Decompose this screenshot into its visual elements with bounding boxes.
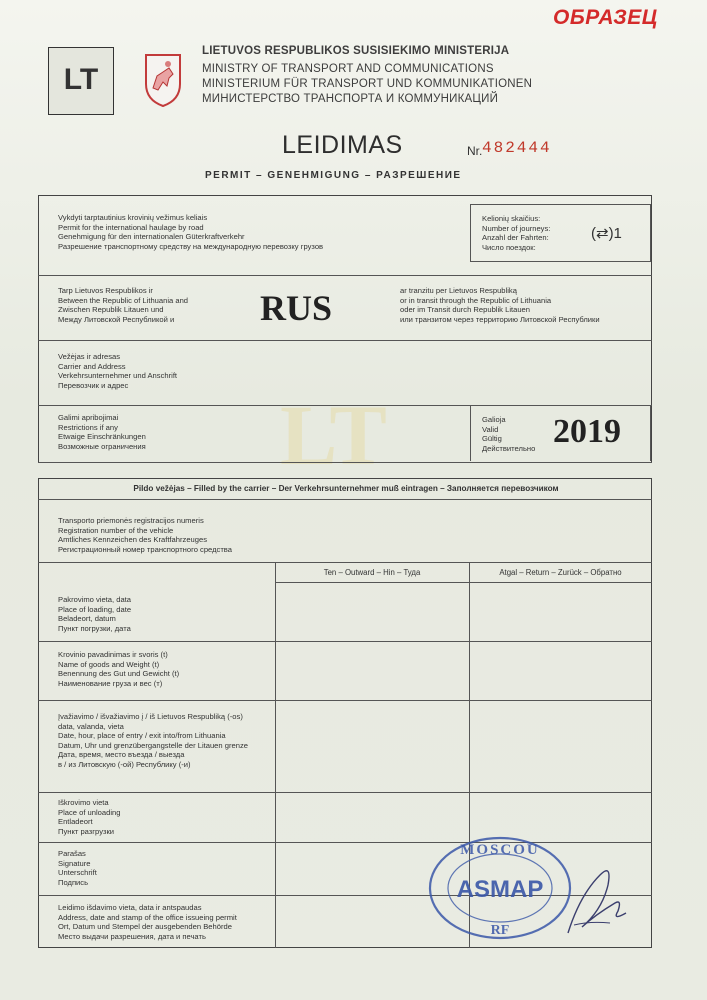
document-title: LEIDIMAS (282, 131, 403, 159)
transit-text (400, 286, 600, 324)
divider (38, 499, 652, 500)
row-label-line: Beladeort, datum (58, 614, 116, 624)
carrier-address-label (58, 352, 177, 390)
ministry-name-en: MINISTRY OF TRANSPORT AND COMMUNICATIONS (202, 63, 494, 75)
row-label-line: Регистрационный номер транспортного средства (58, 544, 232, 554)
restrictions-line-de: Etwaige Einschränkungen (58, 432, 146, 442)
purpose-text (58, 213, 323, 251)
stamp-bottom-text: RF (490, 923, 510, 938)
validity-label (482, 415, 535, 453)
row-label-line: Transporto priemonės registracijos numeris (58, 516, 204, 525)
validity-line-lt: Galioja (482, 415, 506, 424)
transit-line-en: or in transit through the Republic of Lithuania (400, 295, 552, 305)
document-subtitle: PERMIT – GENEHMIGUNG – РАЗРЕШЕНИЕ (205, 170, 462, 181)
country-code-box: LT (48, 47, 114, 115)
purpose-line-ru: Разрешение транспортному средству на международную перевозку грузов (58, 241, 324, 251)
sample-watermark-label: ОБРАЗЕЦ (553, 6, 658, 29)
vehicle-registration-label (58, 516, 232, 554)
issuing-office-label (58, 903, 237, 941)
row-label-line: Подпись (58, 877, 89, 887)
transit-line-de: oder im Transit durch Republik Litauen (400, 305, 531, 315)
partner-country: RUS (260, 288, 333, 328)
carrier-line-ru: Перевозчик и адрес (58, 380, 129, 390)
purpose-line-de: Genehmigung für den internationalen Güterkraftverkehr (58, 232, 245, 242)
row-divider (38, 641, 652, 642)
between-line-ru: Между Литовской Республикой и (58, 314, 175, 324)
journeys-line-en: Number of journeys: (482, 223, 551, 233)
stamp-top-text: MOSCOU (460, 842, 540, 858)
row-label-line: Pakrovimo vieta, data (58, 595, 132, 604)
outward-column-header: Ten – Outward – Hin – Туда (323, 568, 421, 577)
row-label-line: Iškrovimo vieta (58, 798, 109, 807)
divider (38, 340, 652, 341)
row-label-line: Name of goods and Weight (t) (58, 659, 160, 669)
row-label-line: Parašas (58, 849, 86, 858)
restrictions-line-lt: Galimi apribojimai (58, 413, 119, 422)
loading-place-label (58, 595, 131, 633)
row-divider (38, 700, 652, 701)
row-divider (38, 792, 652, 793)
asmap-stamp (425, 833, 575, 943)
validity-line-ru: Действительно (482, 443, 536, 453)
lt-watermark: LT (280, 387, 387, 483)
row-label-line: Ort, Datum und Stempel der ausgebenden Behörde (58, 922, 232, 932)
ministry-name-ru: МИНИСТЕРСТВО ТРАНСПОРТА И КОММУНИКАЦИЙ (202, 93, 499, 105)
restrictions-line-ru: Возможные ограничения (58, 441, 146, 451)
row-label-line: Registration number of the vehicle (58, 525, 174, 535)
entry-exit-label (58, 712, 248, 770)
goods-weight-label (58, 650, 179, 688)
transit-line-lt: ar tranzitu per Lietuvos Respubliką (400, 286, 517, 295)
row-label-line: Datum, Uhr und grenzübergangstelle der Litauen grenze (58, 740, 248, 750)
row-label-line: Unterschrift (58, 868, 97, 878)
ministry-name-de: MINISTERIUM FÜR TRANSPORT UND KOMMUNIKATIONEN (202, 78, 533, 90)
unloading-place-label (58, 798, 121, 836)
row-label-line: Место выдачи разрешения, дата и печать (58, 931, 206, 941)
row-label-line: Пункт разгрузки (58, 826, 115, 836)
row-divider (38, 562, 652, 563)
restrictions-label (58, 413, 146, 451)
row-label-line: Entladeort (58, 817, 93, 827)
purpose-line-lt: Vykdyti tarptautinius krovinių vežimus keliais (58, 213, 208, 222)
restrictions-line-en: Restrictions if any (58, 422, 118, 432)
journeys-line-ru: Число поездок: (482, 242, 536, 252)
permit-number: 482444 (482, 139, 552, 157)
divider (38, 462, 652, 463)
row-label-line: Наименование груза и вес (т) (58, 678, 163, 688)
validity-line-de: Gültig (482, 434, 502, 444)
between-line-en: Between the Republic of Lithuania and (58, 295, 189, 305)
row-label-line: Address, date and stamp of the office issueing permit (58, 912, 237, 922)
row-divider (275, 582, 652, 583)
row-label-line: Įvažiavimo / išvažiavimo į / iš Lietuvos Respubliką (-os) (58, 712, 243, 721)
between-line-lt: Tarp Lietuvos Respublikos ir (58, 286, 153, 295)
row-label-line: Дата, время, место въезда / выезда (58, 750, 185, 760)
carrier-line-en: Carrier and Address (58, 361, 126, 371)
ministry-name-lt: LIETUVOS RESPUBLIKOS SUSISIEKIMO MINISTERIJA (202, 45, 510, 57)
signature-label (58, 849, 97, 887)
row-label-line: data, valanda, vieta (58, 721, 124, 731)
validity-year: 2019 (553, 413, 621, 450)
journeys-line-de: Anzahl der Fahrten: (482, 233, 549, 243)
purpose-line-en: Permit for the international haulage by road (58, 222, 204, 232)
row-label-line: Krovinio pavadinimas ir svoris (t) (58, 650, 168, 659)
carrier-line-de: Verkehrsunternehmer und Anschrift (58, 371, 178, 381)
journeys-line-lt: Kelionių skaičius: (482, 214, 541, 223)
handwritten-signature (560, 855, 635, 945)
between-line-de: Zwischen Republik Litauen und (58, 305, 164, 315)
validity-line-en: Valid (482, 424, 499, 434)
row-label-line: Signature (58, 858, 91, 868)
row-label-line: Place of loading, date (58, 604, 132, 614)
row-label-line: Amtliches Kennzeichen des Kraftfahrzeuges (58, 535, 208, 545)
column-divider (275, 562, 276, 948)
row-label-line: Leidimo išdavimo vieta, data ir antspaudas (58, 903, 202, 912)
carrier-section-heading: Pildo vežėjas – Filled by the carrier – Der Verkehrsunternehmer muß eintragen – Заполняется перевозчиком (133, 484, 559, 493)
divider (38, 275, 652, 276)
return-column-header: Atgal – Return – Zurück – Обратно (499, 568, 622, 577)
transit-line-ru: или транзитом через территорию Литовской Республики (400, 314, 600, 324)
row-label-line: Пункт погрузки, дата (58, 623, 131, 633)
number-label: Nr. (467, 144, 483, 158)
row-label-line: в / из Литовскую (-ой) Республику (-и) (58, 759, 191, 769)
between-text (58, 286, 188, 324)
carrier-line-lt: Vežėjas ir adresas (58, 352, 121, 361)
row-label-line: Place of unloading (58, 807, 121, 817)
row-label-line: Date, hour, place of entry / exit into/from Lithuania (58, 731, 226, 741)
coat-of-arms-icon (143, 52, 183, 108)
journeys-value: (⇄)1 (591, 225, 622, 242)
row-label-line: Benennung des Gut und Gewicht (t) (58, 669, 180, 679)
stamp-center-text: ASMAP (456, 876, 544, 903)
journeys-label (482, 214, 550, 252)
